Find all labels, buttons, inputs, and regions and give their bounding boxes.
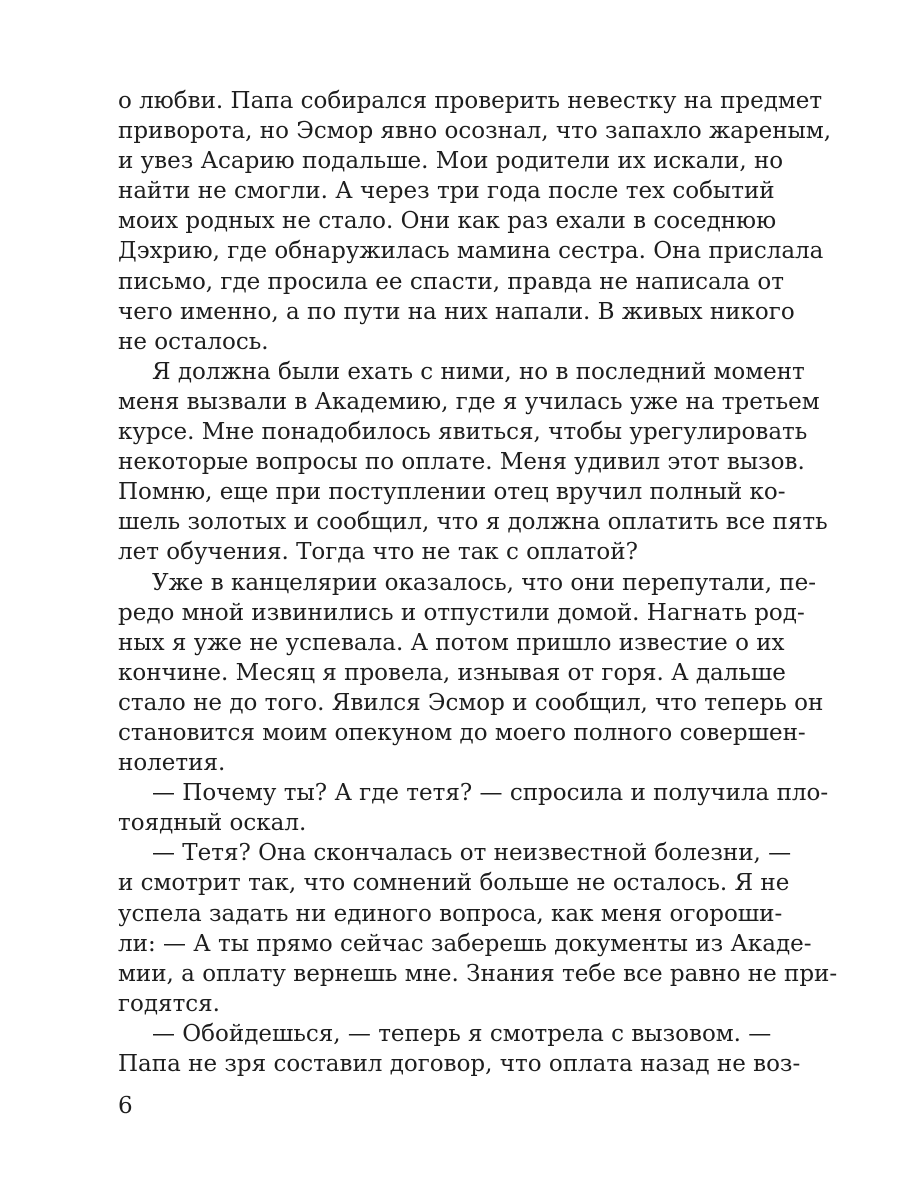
text-line: письмо, где просила ее спасти, правда не написала от xyxy=(118,268,784,295)
text-line: шель золотых и сообщил, что я должна оплатить все пять xyxy=(118,509,828,536)
text-line: годятся. xyxy=(118,990,220,1017)
text-line: Дэхрию, где обнаружилась мамина сестра. Она прислала xyxy=(118,238,824,265)
text-line: и увез Асарию подальше. Мои родители их искали, но xyxy=(118,148,784,175)
paragraph-first-line: — Почему ты? А где тетя? — спросила и получила пло- xyxy=(152,780,829,807)
text-line: нолетия. xyxy=(118,750,226,777)
text-line: Папа не зря составил договор, что оплата назад не воз- xyxy=(118,1051,801,1077)
paragraph-first-line: — Обойдешься, — теперь я смотрела с вызовом. — xyxy=(152,1020,772,1047)
text-line: найти не смогли. А через три года после тех событий xyxy=(118,178,775,205)
text-line: о любви. Папа собирался проверить невестку на предмет xyxy=(118,88,823,114)
page-number: 6 xyxy=(118,1093,133,1119)
text-line: некоторые вопросы по оплате. Меня удивил этот вызов. xyxy=(118,449,805,476)
text-line: Помню, еще при поступлении отец вручил полный ко- xyxy=(118,479,786,506)
text-line: кончине. Месяц я провела, изнывая от горя. А дальше xyxy=(118,659,786,686)
text-line: приворота, но Эсмор явно осознал, что запахло жареным, xyxy=(118,118,832,145)
text-line: курсе. Мне понадобилось явиться, чтобы урегулировать xyxy=(118,419,808,446)
paragraph-first-line: Уже в канцелярии оказалось, что они перепутали, пе- xyxy=(152,569,817,596)
text-line: моих родных не стало. Они как раз ехали в соседнюю xyxy=(118,208,777,235)
text-line: меня вызвали в Академию, где я училась уже на третьем xyxy=(118,388,820,415)
body-text xyxy=(118,86,838,1079)
text-line: лет обучения. Тогда что не так с оплатой? xyxy=(118,539,638,566)
paragraph-first-line: — Тетя? Она скончалась от неизвестной болезни, — xyxy=(152,840,792,867)
text-line: мии, а оплату вернешь мне. Знания тебе все равно не при- xyxy=(118,960,838,987)
text-line: не осталось. xyxy=(118,328,269,355)
text-line: ли: — А ты прямо сейчас заберешь документы из Акаде- xyxy=(118,930,812,957)
text-line: стало не до того. Явился Эсмор и сообщил, что теперь он xyxy=(118,689,824,716)
text-line: успела задать ни единого вопроса, как меня огороши- xyxy=(118,900,783,927)
text-line: тоядный оскал. xyxy=(118,810,307,837)
text-line: и смотрит так, что сомнений больше не осталось. Я не xyxy=(118,870,790,897)
text-line: чего именно, а по пути на них напали. В живых никого xyxy=(118,298,795,325)
text-line: становится моим опекуном до моего полного совершен- xyxy=(118,719,806,746)
paragraph-first-line: Я должна были ехать с ними, но в последний момент xyxy=(152,358,805,385)
text-line: ных я уже не успевала. А потом пришло известие о их xyxy=(118,629,785,656)
text-line: редо мной извинились и отпустили домой. Нагнать род- xyxy=(118,599,805,626)
